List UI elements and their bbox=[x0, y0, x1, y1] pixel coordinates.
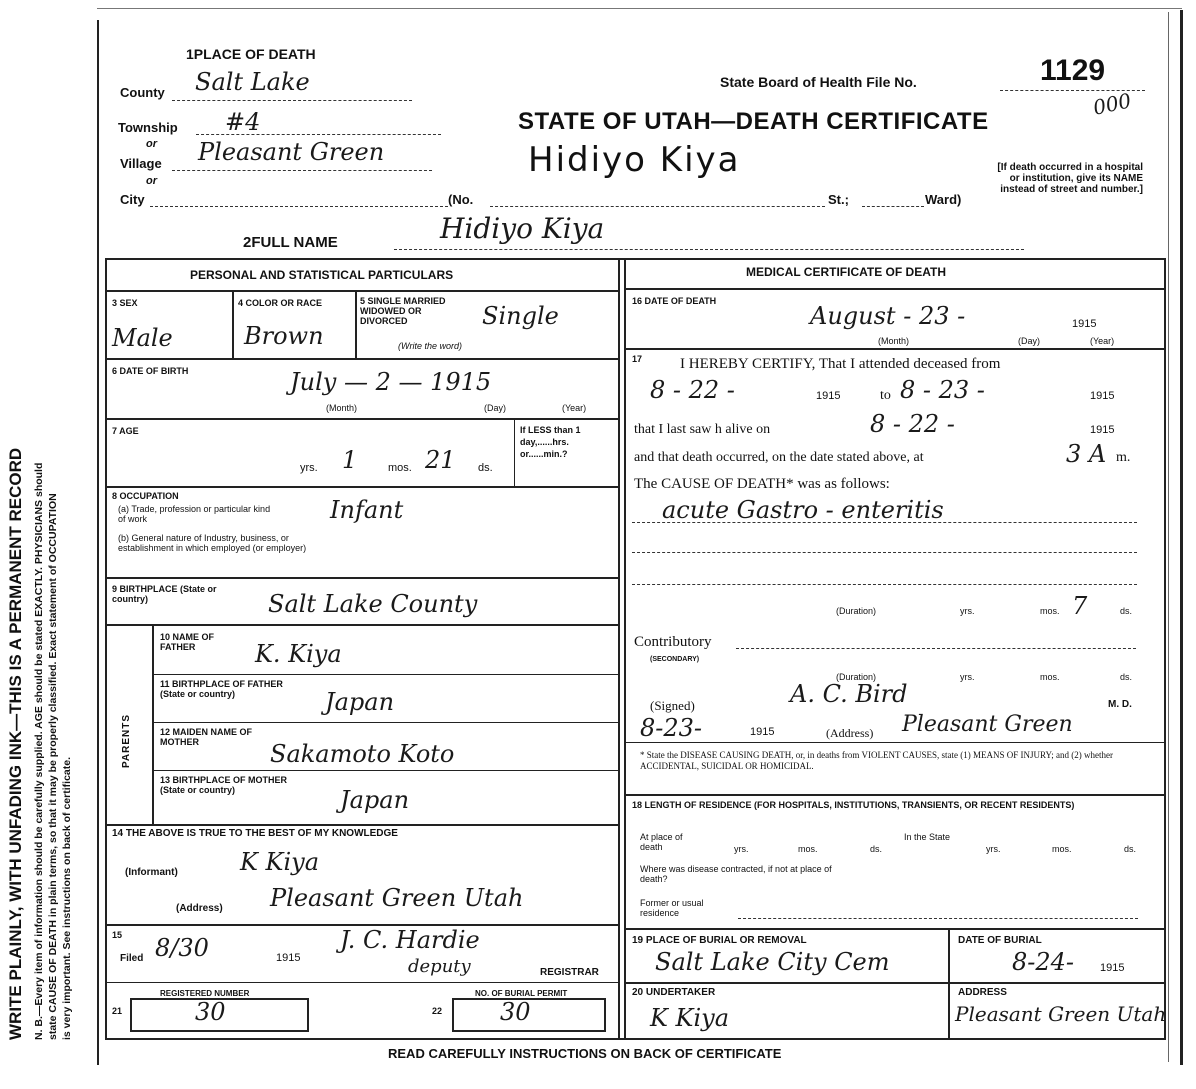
marital-note: (Write the word) bbox=[398, 341, 463, 351]
color-label: 4 COLOR OR RACE bbox=[238, 298, 323, 308]
father-name-value: K. Kiya bbox=[255, 640, 342, 668]
duration-ds-2: ds. bbox=[1120, 672, 1133, 682]
item-22-label: 22 bbox=[432, 1006, 443, 1016]
md-label: M. D. bbox=[1108, 699, 1132, 710]
undertaker-label: 20 UNDERTAKER bbox=[632, 987, 716, 998]
residence-place-ds: ds. bbox=[870, 844, 883, 854]
side-note-line2: state CAUSE OF DEATH in plain terms, so that it may be properly classified. Exact statement of OCCUPATION bbox=[47, 493, 59, 1040]
date-of-death-label: 16 DATE OF DEATH bbox=[632, 296, 717, 306]
mother-birthplace-value: Japan bbox=[340, 786, 410, 814]
cause-of-death-label: The CAUSE OF DEATH* was as follows: bbox=[634, 476, 890, 492]
informant-address-label: (Address) bbox=[176, 903, 223, 914]
village-value: Pleasant Green bbox=[198, 138, 385, 166]
residence-state-yrs: yrs. bbox=[986, 844, 1001, 854]
at-place-of-death-label: At place of death bbox=[640, 832, 683, 852]
duration-yrs-2: yrs. bbox=[960, 672, 975, 682]
father-label: 10 NAME OF FATHER bbox=[160, 632, 215, 652]
county-label: County bbox=[120, 85, 165, 100]
grid-middle-a bbox=[618, 258, 620, 1040]
number-label: (No. bbox=[448, 192, 474, 207]
left-border bbox=[97, 20, 99, 1065]
date-of-death-value: August - 23 - bbox=[810, 302, 966, 330]
physician-address-value: Pleasant Green bbox=[902, 712, 1073, 737]
mother-name-value: Sakamoto Koto bbox=[270, 740, 455, 768]
registrar-label: REGISTRAR bbox=[540, 967, 599, 978]
burial-place-value: Salt Lake City Cem bbox=[655, 948, 890, 976]
father-birthplace-label: 11 BIRTHPLACE OF FATHER (State or country) bbox=[160, 679, 283, 699]
footer-instructions: READ CAREFULLY INSTRUCTIONS ON BACK OF CERTIFICATE bbox=[388, 1046, 782, 1061]
informant-address-value: Pleasant Green Utah bbox=[270, 884, 524, 912]
duration-days-value: 7 bbox=[1072, 592, 1088, 620]
sex-value: Male bbox=[112, 324, 173, 352]
occupation-a-label: (a) Trade, profession or particular kind of work bbox=[118, 504, 271, 524]
physician-address-label: (Address) bbox=[826, 726, 874, 740]
time-m-label: m. bbox=[1116, 450, 1131, 465]
birth-date-label: 6 DATE OF BIRTH bbox=[112, 366, 189, 376]
date-of-death-year: 1915 bbox=[1072, 318, 1097, 330]
undertaker-value: K Kiya bbox=[650, 1004, 730, 1032]
ward-label: Ward) bbox=[925, 192, 962, 207]
attended-to-value: 8 - 23 - bbox=[900, 376, 985, 404]
top-edge bbox=[97, 8, 1182, 9]
duration-mos-1: mos. bbox=[1040, 606, 1060, 616]
medical-section-title: MEDICAL CERTIFICATE OF DEATH bbox=[746, 265, 946, 279]
residence-label: 18 LENGTH OF RESIDENCE (FOR HOSPITALS, INSTITUTIONS, TRANSIENTS, OR RECENT RESIDENTS) bbox=[632, 800, 1075, 810]
birth-date-value: July — 2 — 1915 bbox=[290, 368, 492, 396]
age-ds-label: ds. bbox=[478, 462, 493, 474]
age-days-value: 21 bbox=[425, 446, 456, 474]
file-number: 1129 bbox=[1040, 54, 1106, 87]
signed-date-year: 1915 bbox=[750, 726, 775, 738]
full-name-value: Hidiyo Kiya bbox=[440, 212, 605, 245]
secondary-label: (SECONDARY) bbox=[650, 656, 700, 663]
residence-place-yrs: yrs. bbox=[734, 844, 749, 854]
sex-label: 3 SEX bbox=[112, 298, 138, 308]
full-name-label: 2FULL NAME bbox=[243, 234, 338, 251]
item-17-label: 17 bbox=[632, 354, 643, 364]
township-value: #4 bbox=[225, 108, 261, 136]
registrar-signature: J. C. Hardie bbox=[340, 926, 480, 954]
death-day-caption: (Day) bbox=[1018, 336, 1040, 346]
burial-place-label: 19 PLACE OF BURIAL OR REMOVAL bbox=[632, 935, 807, 946]
duration-label-1: (Duration) bbox=[836, 606, 877, 616]
mother-birthplace-label: 13 BIRTHPLACE OF MOTHER (State or country) bbox=[160, 775, 288, 795]
mother-name-label: 12 MAIDEN NAME OF MOTHER bbox=[160, 727, 253, 747]
physician-signature: A. C. Bird bbox=[790, 680, 908, 708]
corner-mark: 000 bbox=[1090, 88, 1134, 120]
true-statement-label: 14 THE ABOVE IS TRUE TO THE BEST OF MY KNOWLEDGE bbox=[112, 828, 398, 839]
city-label: City bbox=[120, 192, 145, 207]
last-saw-value: 8 - 22 - bbox=[870, 410, 955, 438]
registrar-deputy: deputy bbox=[408, 956, 471, 977]
certificate-title: STATE OF UTAH—DEATH CERTIFICATE bbox=[518, 108, 989, 135]
former-residence-label: Former or usual residence bbox=[640, 898, 704, 918]
cause-footnote: * State the DISEASE CAUSING DEATH, or, in deaths from VIOLENT CAUSES, state (1) MEANS OF INJURY; and (2) whether ACCIDENTAL, SUICIDAL OR HOMICIDAL. bbox=[640, 750, 1113, 771]
birthplace-label: 9 BIRTHPLACE (State or country) bbox=[112, 584, 217, 604]
grid-bottom bbox=[105, 1038, 1165, 1040]
side-note-line3: is very important. See instructions on back of certificate. bbox=[61, 757, 73, 1040]
grid-right bbox=[1164, 258, 1166, 1040]
grid-top bbox=[105, 258, 1165, 260]
father-birthplace-value: Japan bbox=[325, 688, 395, 716]
marital-value: Single bbox=[482, 302, 559, 330]
village-label: Village bbox=[120, 156, 162, 171]
township-label: Township bbox=[118, 120, 178, 135]
right-border-inner bbox=[1168, 12, 1169, 1062]
disease-contracted-label: Where was disease contracted, if not at place of death? bbox=[640, 864, 832, 884]
marital-label: 5 SINGLE MARRIED WIDOWED OR DIVORCED bbox=[360, 296, 446, 326]
filed-label: Filed bbox=[120, 953, 144, 964]
signed-label: (Signed) bbox=[650, 698, 695, 713]
cause-of-death-value: acute Gastro - enteritis bbox=[662, 496, 944, 524]
occupation-label: 8 OCCUPATION bbox=[112, 491, 179, 501]
burial-date-year: 1915 bbox=[1100, 962, 1125, 974]
item-15-label: 15 bbox=[112, 930, 123, 940]
age-label: 7 AGE bbox=[112, 426, 139, 436]
street-label: St.; bbox=[828, 192, 849, 207]
age-yrs-label: yrs. bbox=[300, 462, 318, 474]
side-instruction-main: WRITE PLAINLY, WITH UNFADING INK—THIS IS A PERMANENT RECORD bbox=[6, 447, 25, 1040]
parents-label: PARENTS bbox=[121, 713, 132, 768]
less-than-note: If LESS than 1 day,......hrs. or......min.? bbox=[520, 425, 581, 459]
grid-middle-b bbox=[624, 258, 626, 1040]
death-year-caption: (Year) bbox=[1090, 336, 1115, 346]
death-occurred-label: and that death occurred, on the date stated above, at bbox=[634, 450, 924, 465]
death-month-caption: (Month) bbox=[878, 336, 910, 346]
duration-label-2: (Duration) bbox=[836, 672, 877, 682]
in-the-state-label: In the State bbox=[904, 832, 951, 842]
last-saw-label: that I last saw h alive on bbox=[634, 422, 771, 437]
informant-value: K Kiya bbox=[240, 848, 320, 876]
contributory-label: Contributory bbox=[634, 634, 712, 650]
residence-state-mos: mos. bbox=[1052, 844, 1072, 854]
or-label-1: or bbox=[146, 138, 157, 150]
item-21-label: 21 bbox=[112, 1006, 123, 1016]
residence-state-ds: ds. bbox=[1124, 844, 1137, 854]
age-mos-label: mos. bbox=[388, 462, 412, 474]
personal-section-title: PERSONAL AND STATISTICAL PARTICULARS bbox=[190, 268, 454, 282]
last-saw-year: 1915 bbox=[1090, 424, 1115, 436]
death-time-value: 3 A bbox=[1066, 440, 1107, 468]
burial-permit-value: 30 bbox=[500, 998, 531, 1026]
birth-year-caption: (Year) bbox=[562, 403, 587, 413]
place-of-death-label: 1PLACE OF DEATH bbox=[186, 46, 316, 62]
registered-number-label: REGISTERED NUMBER bbox=[160, 989, 250, 998]
certify-statement: I HEREBY CERTIFY, That I attended deceased from bbox=[680, 356, 1001, 372]
residence-place-mos: mos. bbox=[798, 844, 818, 854]
county-value: Salt Lake bbox=[195, 68, 310, 96]
burial-permit-label: NO. OF BURIAL PERMIT bbox=[475, 989, 568, 998]
occupation-b-label: (b) General nature of Industry, business, or establishment in which employed (or employer) bbox=[118, 533, 307, 553]
age-months-value: 1 bbox=[342, 446, 358, 474]
attended-from-value: 8 - 22 - bbox=[650, 376, 735, 404]
grid-left bbox=[105, 258, 107, 1040]
burial-date-label: DATE OF BURIAL bbox=[958, 935, 1042, 946]
duration-mos-2: mos. bbox=[1040, 672, 1060, 682]
side-note-line1: N. B.—Every item of information should be carefully supplied. AGE should be stated EXACTLY. PHYSICIANS should bbox=[33, 462, 45, 1040]
or-label-2: or bbox=[146, 175, 157, 187]
color-value: Brown bbox=[244, 322, 324, 350]
duration-ds-1: ds. bbox=[1120, 606, 1133, 616]
birthplace-value: Salt Lake County bbox=[268, 590, 478, 618]
burial-date-value: 8-24- bbox=[1012, 948, 1075, 976]
duration-yrs-1: yrs. bbox=[960, 606, 975, 616]
undertaker-address-value: Pleasant Green Utah bbox=[955, 1002, 1167, 1026]
filed-year: 1915 bbox=[276, 952, 301, 964]
to-label: to bbox=[880, 388, 891, 403]
informant-label: (Informant) bbox=[125, 867, 178, 878]
birth-day-caption: (Day) bbox=[484, 403, 506, 413]
typed-name: Hidiyo Kiya bbox=[528, 140, 741, 180]
file-number-label: State Board of Health File No. bbox=[720, 74, 917, 90]
right-border bbox=[1180, 10, 1183, 1065]
registered-number-value: 30 bbox=[195, 998, 226, 1026]
attended-from-year: 1915 bbox=[816, 390, 841, 402]
birth-month-caption: (Month) bbox=[326, 403, 358, 413]
occupation-value: Infant bbox=[330, 496, 404, 524]
undertaker-address-label: ADDRESS bbox=[958, 987, 1007, 998]
hospital-note: [If death occurred in a hospital or institution, give its NAME instead of street and number.] bbox=[997, 162, 1143, 195]
signed-date-value: 8-23- bbox=[640, 714, 703, 742]
filed-date-value: 8/30 bbox=[155, 934, 209, 962]
attended-to-year: 1915 bbox=[1090, 390, 1115, 402]
